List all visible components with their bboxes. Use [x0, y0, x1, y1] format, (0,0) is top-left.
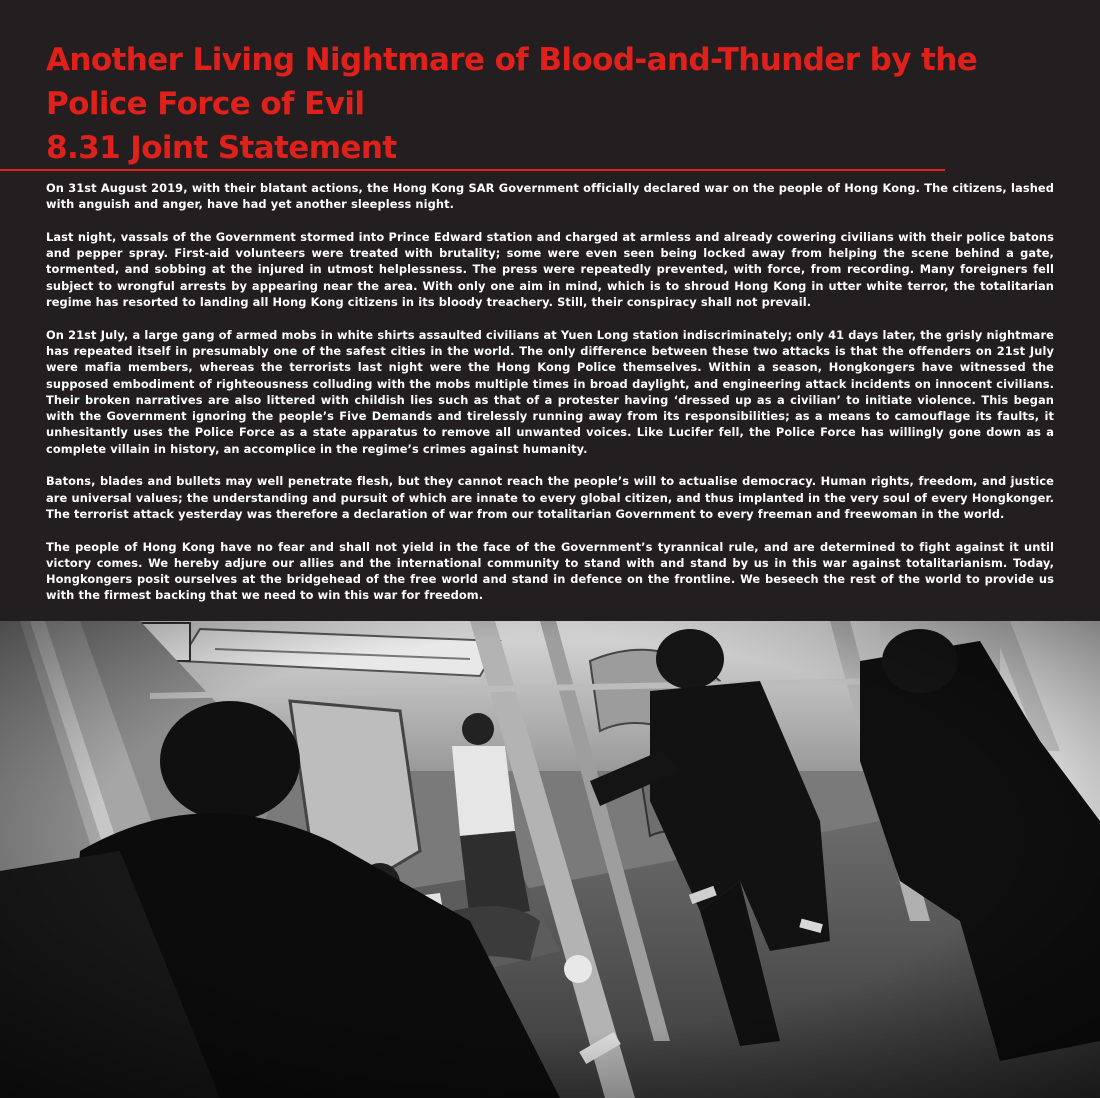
title-divider	[0, 169, 945, 171]
statement-title	[46, 38, 1066, 170]
title-line-2: Police Force of Evil	[46, 86, 365, 122]
paragraph-4: Batons, blades and bullets may well penetrate flesh, but they cannot reach the people’s will to actualise democracy. Human rights, freedom, and justice are universal values; the understanding and pursuit of which are innate to every global citizen, and thus implanted in the very soul of every Hongkonger. The terrorist attack yesterday was therefore a declaration of war from our totalitarian Government to every freeman and freewoman in the world.	[46, 474, 1054, 521]
paragraph-1: On 31st August 2019, with their blatant actions, the Hong Kong SAR Government officially declared war on the people of Hong Kong. The citizens, lashed with anguish and anger, have had yet another sleepless night.	[46, 181, 1054, 212]
paragraph-3: On 21st July, a large gang of armed mobs in white shirts assaulted civilians at Yuen Long station indiscriminately; only 41 days later, the grisly nightmare has repeated itself in presumably one of the safest cities in the world. The only difference between these two attacks is that the offenders on 21st July were mafia members, whereas the terrorists last night were the Hong Kong Police themselves. Within a season, Hongkongers have witnessed the supposed embodiment of righteousness colluding with the mobs multiple times in broad daylight, and engineering attack incidents on innocent civilians. Their broken narratives are also littered with childish lies such as that of a protester having ‘dressed up as a civilian’ to initiate violence. This began with the Government ignoring the people’s Five Demands and tirelessly running away from its responsibilities; as a means to camouflage its faults, it unhesitantly uses the Police Force as a state apparatus to remove all unwanted voices. Like Lucifer fell, the Police Force has willingly gone down as a complete villain in history, an accomplice in the regime’s crimes against humanity.	[46, 327, 1054, 456]
statement-body	[46, 180, 1054, 620]
subway-car-scene-icon	[0, 621, 1100, 1098]
title-line-1: Another Living Nightmare of Blood-and-Thunder by the	[46, 42, 978, 78]
title-line-3: 8.31 Joint Statement	[46, 130, 397, 166]
paragraph-5: The people of Hong Kong have no fear and shall not yield in the face of the Government’s tyrannical rule, and are determined to fight against it until victory comes. We hereby adjure our allies and the international community to stand with and stand by us in this war against totalitarianism. Today, Hongkongers posit ourselves at the bridgehead of the free world and stand in defence on the frontline. We beseech the rest of the world to provide us with the firmest backing that we need to win this war for freedom.	[46, 539, 1054, 603]
subway-attack-photo	[0, 621, 1100, 1098]
paragraph-2: Last night, vassals of the Government stormed into Prince Edward station and charged at armless and already cowering civilians with their police batons and pepper spray. First-aid volunteers were treated with brutality; some were even seen being locked away from helping the scene behind a gate, tormented, and sobbing at the injured in utmost helplessness. The press were repeatedly prevented, with force, from recording. Many foreigners fell subject to wrongful arrests by appearing near the area. With only one aim in mind, which is to shroud Hong Kong in utter white terror, the totalitarian regime has resorted to landing all Hong Kong citizens in its bloody treachery. Still, their conspiracy shall not prevail.	[46, 229, 1054, 310]
